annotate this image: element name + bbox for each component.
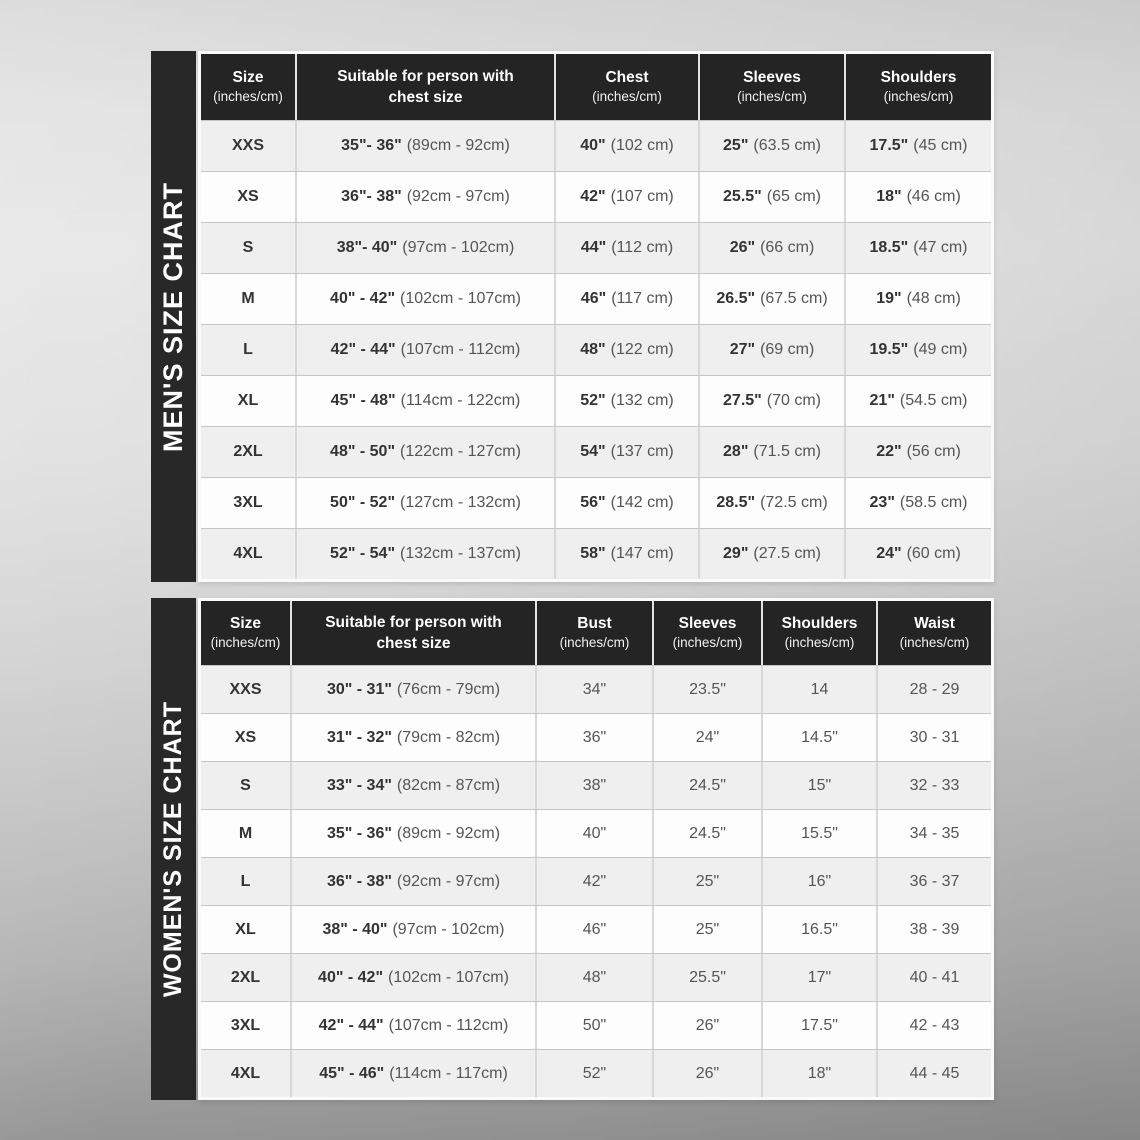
header-title: Chest (605, 69, 649, 87)
table-row (201, 324, 991, 375)
value-regular: (112 cm) (611, 239, 674, 256)
header-cell (878, 601, 991, 665)
header-cell (700, 54, 846, 120)
table-row (201, 1049, 991, 1097)
header-subtitle: (inches/cm) (592, 88, 662, 104)
value-regular: 25" (695, 872, 720, 890)
value-regular: (107cm - 112cm) (388, 1016, 509, 1034)
value-regular: (122cm - 127cm) (400, 443, 521, 460)
value-bold: 29" (723, 545, 749, 562)
header-title: Suitable for person with (337, 68, 514, 86)
header-cell (292, 601, 537, 665)
value-regular: (117 cm) (611, 290, 674, 307)
value-cell (878, 714, 991, 761)
value-regular: (48 cm) (906, 290, 961, 307)
table-header-row (201, 601, 991, 665)
table-row (201, 120, 991, 171)
value-cell (292, 906, 537, 953)
value-regular: 36 - 37 (909, 872, 960, 890)
table-row (201, 426, 991, 477)
header-subtitle: chest size (376, 634, 451, 652)
value-regular: (127cm - 132cm) (400, 494, 521, 511)
header-title: Sleeves (743, 69, 801, 87)
value-bold: 22" (876, 443, 902, 460)
value-regular: (46 cm) (906, 188, 961, 205)
value-cell (292, 666, 537, 713)
value-cell (556, 478, 700, 528)
value-regular: (54.5 cm) (899, 392, 968, 409)
value-regular: (132 cm) (610, 392, 674, 409)
value-bold: 52" - 54" (330, 545, 396, 562)
table-row (201, 857, 991, 905)
header-cell (846, 54, 991, 120)
value-cell (297, 427, 556, 477)
header-title: Waist (914, 615, 955, 633)
value-cell (878, 906, 991, 953)
value-regular: 32 - 33 (909, 776, 960, 794)
value-regular: (102cm - 107cm) (400, 290, 521, 307)
size-cell: XS (201, 172, 297, 222)
value-cell (846, 478, 991, 528)
size-cell: S (201, 762, 292, 809)
table-row (201, 222, 991, 273)
value-regular: 52" (582, 1064, 607, 1082)
value-cell (537, 714, 654, 761)
value-bold: 26.5" (716, 290, 756, 307)
value-regular: (49 cm) (913, 341, 968, 358)
value-cell (878, 810, 991, 857)
value-cell (556, 121, 700, 171)
value-regular: 17.5" (801, 1016, 838, 1034)
value-regular: 48" (582, 968, 607, 986)
value-regular: 40 - 41 (909, 968, 960, 986)
value-regular: (47 cm) (913, 239, 968, 256)
value-bold: 30" - 31" (326, 680, 392, 698)
value-regular: (56 cm) (906, 443, 961, 460)
header-title: Size (229, 615, 261, 633)
value-regular: (58.5 cm) (899, 494, 968, 511)
womens-size-table (198, 598, 994, 1100)
value-cell (537, 1050, 654, 1097)
value-cell (292, 1002, 537, 1049)
header-title: Shoulders (880, 69, 957, 87)
value-bold: 19.5" (869, 341, 909, 358)
value-regular: (69 cm) (760, 341, 815, 358)
size-cell: 4XL (201, 529, 297, 579)
value-regular: (122 cm) (610, 341, 674, 358)
value-regular: (142 cm) (610, 494, 674, 511)
value-cell (763, 954, 878, 1001)
value-bold: 40" (580, 137, 606, 154)
value-cell (878, 1050, 991, 1097)
value-regular: (107cm - 112cm) (400, 341, 521, 358)
value-regular: 17" (807, 968, 832, 986)
size-cell: 2XL (201, 954, 292, 1001)
value-regular: 15" (807, 776, 832, 794)
value-bold: 28" (723, 443, 749, 460)
header-cell (297, 54, 556, 120)
value-regular: (97cm - 102cm) (392, 920, 505, 938)
value-regular: (97cm - 102cm) (402, 239, 515, 256)
value-regular: 40" (582, 824, 607, 842)
value-regular: (114cm - 117cm) (389, 1064, 508, 1082)
value-cell (297, 172, 556, 222)
value-bold: 46" (580, 290, 607, 307)
value-regular: (71.5 cm) (753, 443, 821, 460)
value-cell (700, 223, 846, 273)
value-cell (537, 666, 654, 713)
value-cell (292, 954, 537, 1001)
size-cell: M (201, 274, 297, 324)
value-bold: 25.5" (723, 188, 762, 205)
value-bold: 38" - 40" (322, 920, 388, 938)
mens-sidebar (151, 51, 196, 582)
value-bold: 33" - 34" (326, 776, 392, 794)
value-cell (297, 274, 556, 324)
value-bold: 42" (580, 188, 606, 205)
value-cell (763, 810, 878, 857)
table-row (201, 905, 991, 953)
value-bold: 23" (869, 494, 895, 511)
value-regular: (60 cm) (906, 545, 961, 562)
value-regular: 24" (695, 728, 720, 746)
value-cell (700, 478, 846, 528)
value-regular: 14 (810, 680, 829, 698)
value-cell (556, 427, 700, 477)
value-cell (297, 121, 556, 171)
value-cell (846, 172, 991, 222)
value-cell (292, 714, 537, 761)
value-cell (878, 1002, 991, 1049)
table-row (201, 528, 991, 579)
value-bold: 42" - 44" (318, 1016, 384, 1034)
value-cell (537, 762, 654, 809)
value-cell (763, 1002, 878, 1049)
header-title: Shoulders (781, 615, 858, 633)
value-cell (556, 325, 700, 375)
value-cell (846, 325, 991, 375)
value-cell (846, 223, 991, 273)
value-cell (537, 954, 654, 1001)
value-regular: (102 cm) (610, 137, 674, 154)
value-cell (763, 666, 878, 713)
value-cell (700, 427, 846, 477)
value-cell (654, 762, 763, 809)
header-title: Sleeves (678, 615, 737, 633)
header-title: Bust (577, 615, 612, 633)
value-cell (700, 325, 846, 375)
value-regular: (65 cm) (766, 188, 821, 205)
value-regular: 16" (807, 872, 832, 890)
table-row (201, 953, 991, 1001)
value-regular: 14.5" (801, 728, 838, 746)
header-cell (763, 601, 878, 665)
value-cell (654, 810, 763, 857)
value-regular: 38" (582, 776, 607, 794)
table-row (201, 809, 991, 857)
value-cell (537, 858, 654, 905)
value-bold: 48" - 50" (330, 443, 396, 460)
value-regular: (72.5 cm) (760, 494, 828, 511)
value-cell (654, 1002, 763, 1049)
table-row (201, 375, 991, 426)
value-bold: 27.5" (723, 392, 762, 409)
value-regular: 44 - 45 (909, 1064, 960, 1082)
value-regular: (147 cm) (610, 545, 674, 562)
value-regular: 46" (582, 920, 607, 938)
value-regular: (82cm - 87cm) (396, 776, 501, 794)
womens-sidebar (151, 598, 196, 1100)
header-subtitle: (inches/cm) (213, 88, 283, 104)
value-cell (846, 529, 991, 579)
value-bold: 48" (580, 341, 606, 358)
value-bold: 27" (729, 341, 756, 358)
value-regular: (92cm - 97cm) (396, 872, 501, 890)
value-regular: 34" (582, 680, 607, 698)
value-cell (763, 906, 878, 953)
value-cell (297, 529, 556, 579)
table-row (201, 477, 991, 528)
value-regular: (79cm - 82cm) (396, 728, 501, 746)
value-regular: (45 cm) (913, 137, 968, 154)
table-row (201, 761, 991, 809)
value-regular: (63.5 cm) (753, 137, 821, 154)
size-cell: XXS (201, 666, 292, 713)
value-cell (700, 121, 846, 171)
value-cell (846, 376, 991, 426)
value-cell (297, 478, 556, 528)
value-cell (700, 274, 846, 324)
value-bold: 36"- 38" (341, 188, 402, 205)
header-subtitle: (inches/cm) (883, 88, 954, 104)
header-subtitle: (inches/cm) (899, 634, 970, 650)
value-regular: 24.5" (689, 776, 726, 794)
value-cell (700, 376, 846, 426)
size-cell: L (201, 858, 292, 905)
value-bold: 24" (876, 545, 902, 562)
value-cell (763, 1050, 878, 1097)
table-row (201, 713, 991, 761)
value-cell (654, 906, 763, 953)
header-title: Suitable for person with (325, 614, 502, 632)
value-bold: 38"- 40" (336, 239, 398, 256)
value-cell (537, 906, 654, 953)
value-cell (556, 172, 700, 222)
value-cell (763, 714, 878, 761)
size-cell: XL (201, 376, 297, 426)
value-regular: (132cm - 137cm) (400, 545, 521, 562)
size-cell: M (201, 810, 292, 857)
value-regular: 25" (695, 920, 720, 938)
header-cell (201, 601, 292, 665)
size-cell: 2XL (201, 427, 297, 477)
header-subtitle: (inches/cm) (210, 634, 281, 650)
value-cell (297, 325, 556, 375)
size-cell: S (201, 223, 297, 273)
value-cell (654, 714, 763, 761)
value-cell (556, 376, 700, 426)
header-cell (556, 54, 700, 120)
value-regular: (114cm - 122cm) (400, 392, 521, 409)
size-cell: 3XL (201, 478, 297, 528)
value-bold: 44" (580, 239, 607, 256)
table-row (201, 1001, 991, 1049)
value-regular: (89cm - 92cm) (396, 824, 501, 842)
size-cell: XL (201, 906, 292, 953)
size-cell: L (201, 325, 297, 375)
size-cell: 3XL (201, 1002, 292, 1049)
value-cell (556, 529, 700, 579)
table-row (201, 273, 991, 324)
value-bold: 45" - 48" (330, 392, 396, 409)
size-cell: 4XL (201, 1050, 292, 1097)
header-subtitle: (inches/cm) (672, 634, 743, 650)
value-regular: 26" (695, 1064, 720, 1082)
value-cell (763, 858, 878, 905)
value-regular: (89cm - 92cm) (406, 137, 510, 154)
value-cell (292, 1050, 537, 1097)
value-cell (846, 121, 991, 171)
value-bold: 17.5" (869, 137, 909, 154)
value-bold: 18.5" (869, 239, 909, 256)
value-bold: 35"- 36" (341, 137, 402, 154)
value-bold: 31" - 32" (326, 728, 392, 746)
header-subtitle: (inches/cm) (559, 634, 630, 650)
value-regular: 34 - 35 (909, 824, 960, 842)
value-regular: 28 - 29 (909, 680, 960, 698)
value-cell (878, 858, 991, 905)
value-cell (654, 1050, 763, 1097)
value-bold: 25" (723, 137, 749, 154)
header-cell (654, 601, 763, 665)
value-bold: 42" - 44" (330, 341, 396, 358)
value-cell (846, 427, 991, 477)
mens-sidebar-label: MEN'S SIZE CHART (158, 181, 188, 452)
table-row (201, 171, 991, 222)
value-cell (878, 954, 991, 1001)
value-regular: 16.5" (801, 920, 838, 938)
value-regular: 50" (582, 1016, 607, 1034)
value-regular: 15.5" (801, 824, 838, 842)
header-subtitle: (inches/cm) (737, 88, 807, 104)
value-cell (297, 376, 556, 426)
value-cell (878, 666, 991, 713)
value-regular: 36" (582, 728, 607, 746)
value-bold: 40" - 42" (318, 968, 384, 986)
value-cell (654, 666, 763, 713)
value-cell (654, 954, 763, 1001)
value-bold: 54" (580, 443, 606, 460)
value-bold: 58" (580, 545, 606, 562)
mens-size-chart-block (151, 51, 994, 582)
value-regular: 42" (582, 872, 607, 890)
size-cell: XS (201, 714, 292, 761)
womens-sidebar-label: WOMEN'S SIZE CHART (159, 700, 187, 998)
value-cell (537, 1002, 654, 1049)
value-cell (700, 172, 846, 222)
womens-size-chart-block (151, 598, 994, 1100)
header-subtitle: chest size (388, 88, 463, 106)
value-cell (556, 274, 700, 324)
value-regular: 25.5" (689, 968, 726, 986)
value-bold: 18" (876, 188, 902, 205)
header-title: Size (232, 69, 264, 87)
value-bold: 45" - 46" (319, 1064, 385, 1082)
value-regular: 24.5" (689, 824, 726, 842)
value-regular: (92cm - 97cm) (406, 188, 510, 205)
value-bold: 40" - 42" (330, 290, 396, 307)
value-regular: (137 cm) (610, 443, 674, 460)
value-bold: 35" - 36" (326, 824, 392, 842)
size-cell: XXS (201, 121, 297, 171)
value-regular: (102cm - 107cm) (388, 968, 509, 986)
value-regular: (27.5 cm) (753, 545, 821, 562)
value-cell (700, 529, 846, 579)
value-bold: 21" (869, 392, 895, 409)
value-bold: 19" (876, 290, 902, 307)
table-row (201, 665, 991, 713)
value-bold: 26" (729, 239, 756, 256)
header-subtitle: (inches/cm) (784, 634, 855, 650)
value-regular: 18" (807, 1064, 832, 1082)
value-regular: (67.5 cm) (760, 290, 828, 307)
value-cell (654, 858, 763, 905)
mens-size-table (198, 51, 994, 582)
value-bold: 50" - 52" (330, 494, 396, 511)
value-regular: 23.5" (689, 680, 726, 698)
value-regular: 42 - 43 (909, 1016, 960, 1034)
value-cell (292, 810, 537, 857)
value-bold: 56" (580, 494, 606, 511)
value-cell (537, 810, 654, 857)
value-bold: 52" (580, 392, 606, 409)
value-regular: 26" (695, 1016, 720, 1034)
value-regular: (70 cm) (766, 392, 821, 409)
value-regular: 30 - 31 (909, 728, 960, 746)
value-cell (846, 274, 991, 324)
value-bold: 28.5" (716, 494, 756, 511)
value-cell (878, 762, 991, 809)
value-cell (297, 223, 556, 273)
header-cell (201, 54, 297, 120)
value-regular: (66 cm) (760, 239, 815, 256)
value-cell (292, 762, 537, 809)
value-regular: (107 cm) (610, 188, 674, 205)
value-cell (556, 223, 700, 273)
value-regular: (76cm - 79cm) (396, 680, 501, 698)
value-cell (292, 858, 537, 905)
header-cell (537, 601, 654, 665)
value-regular: 38 - 39 (909, 920, 960, 938)
value-bold: 36" - 38" (326, 872, 392, 890)
table-header-row (201, 54, 991, 120)
value-cell (763, 762, 878, 809)
